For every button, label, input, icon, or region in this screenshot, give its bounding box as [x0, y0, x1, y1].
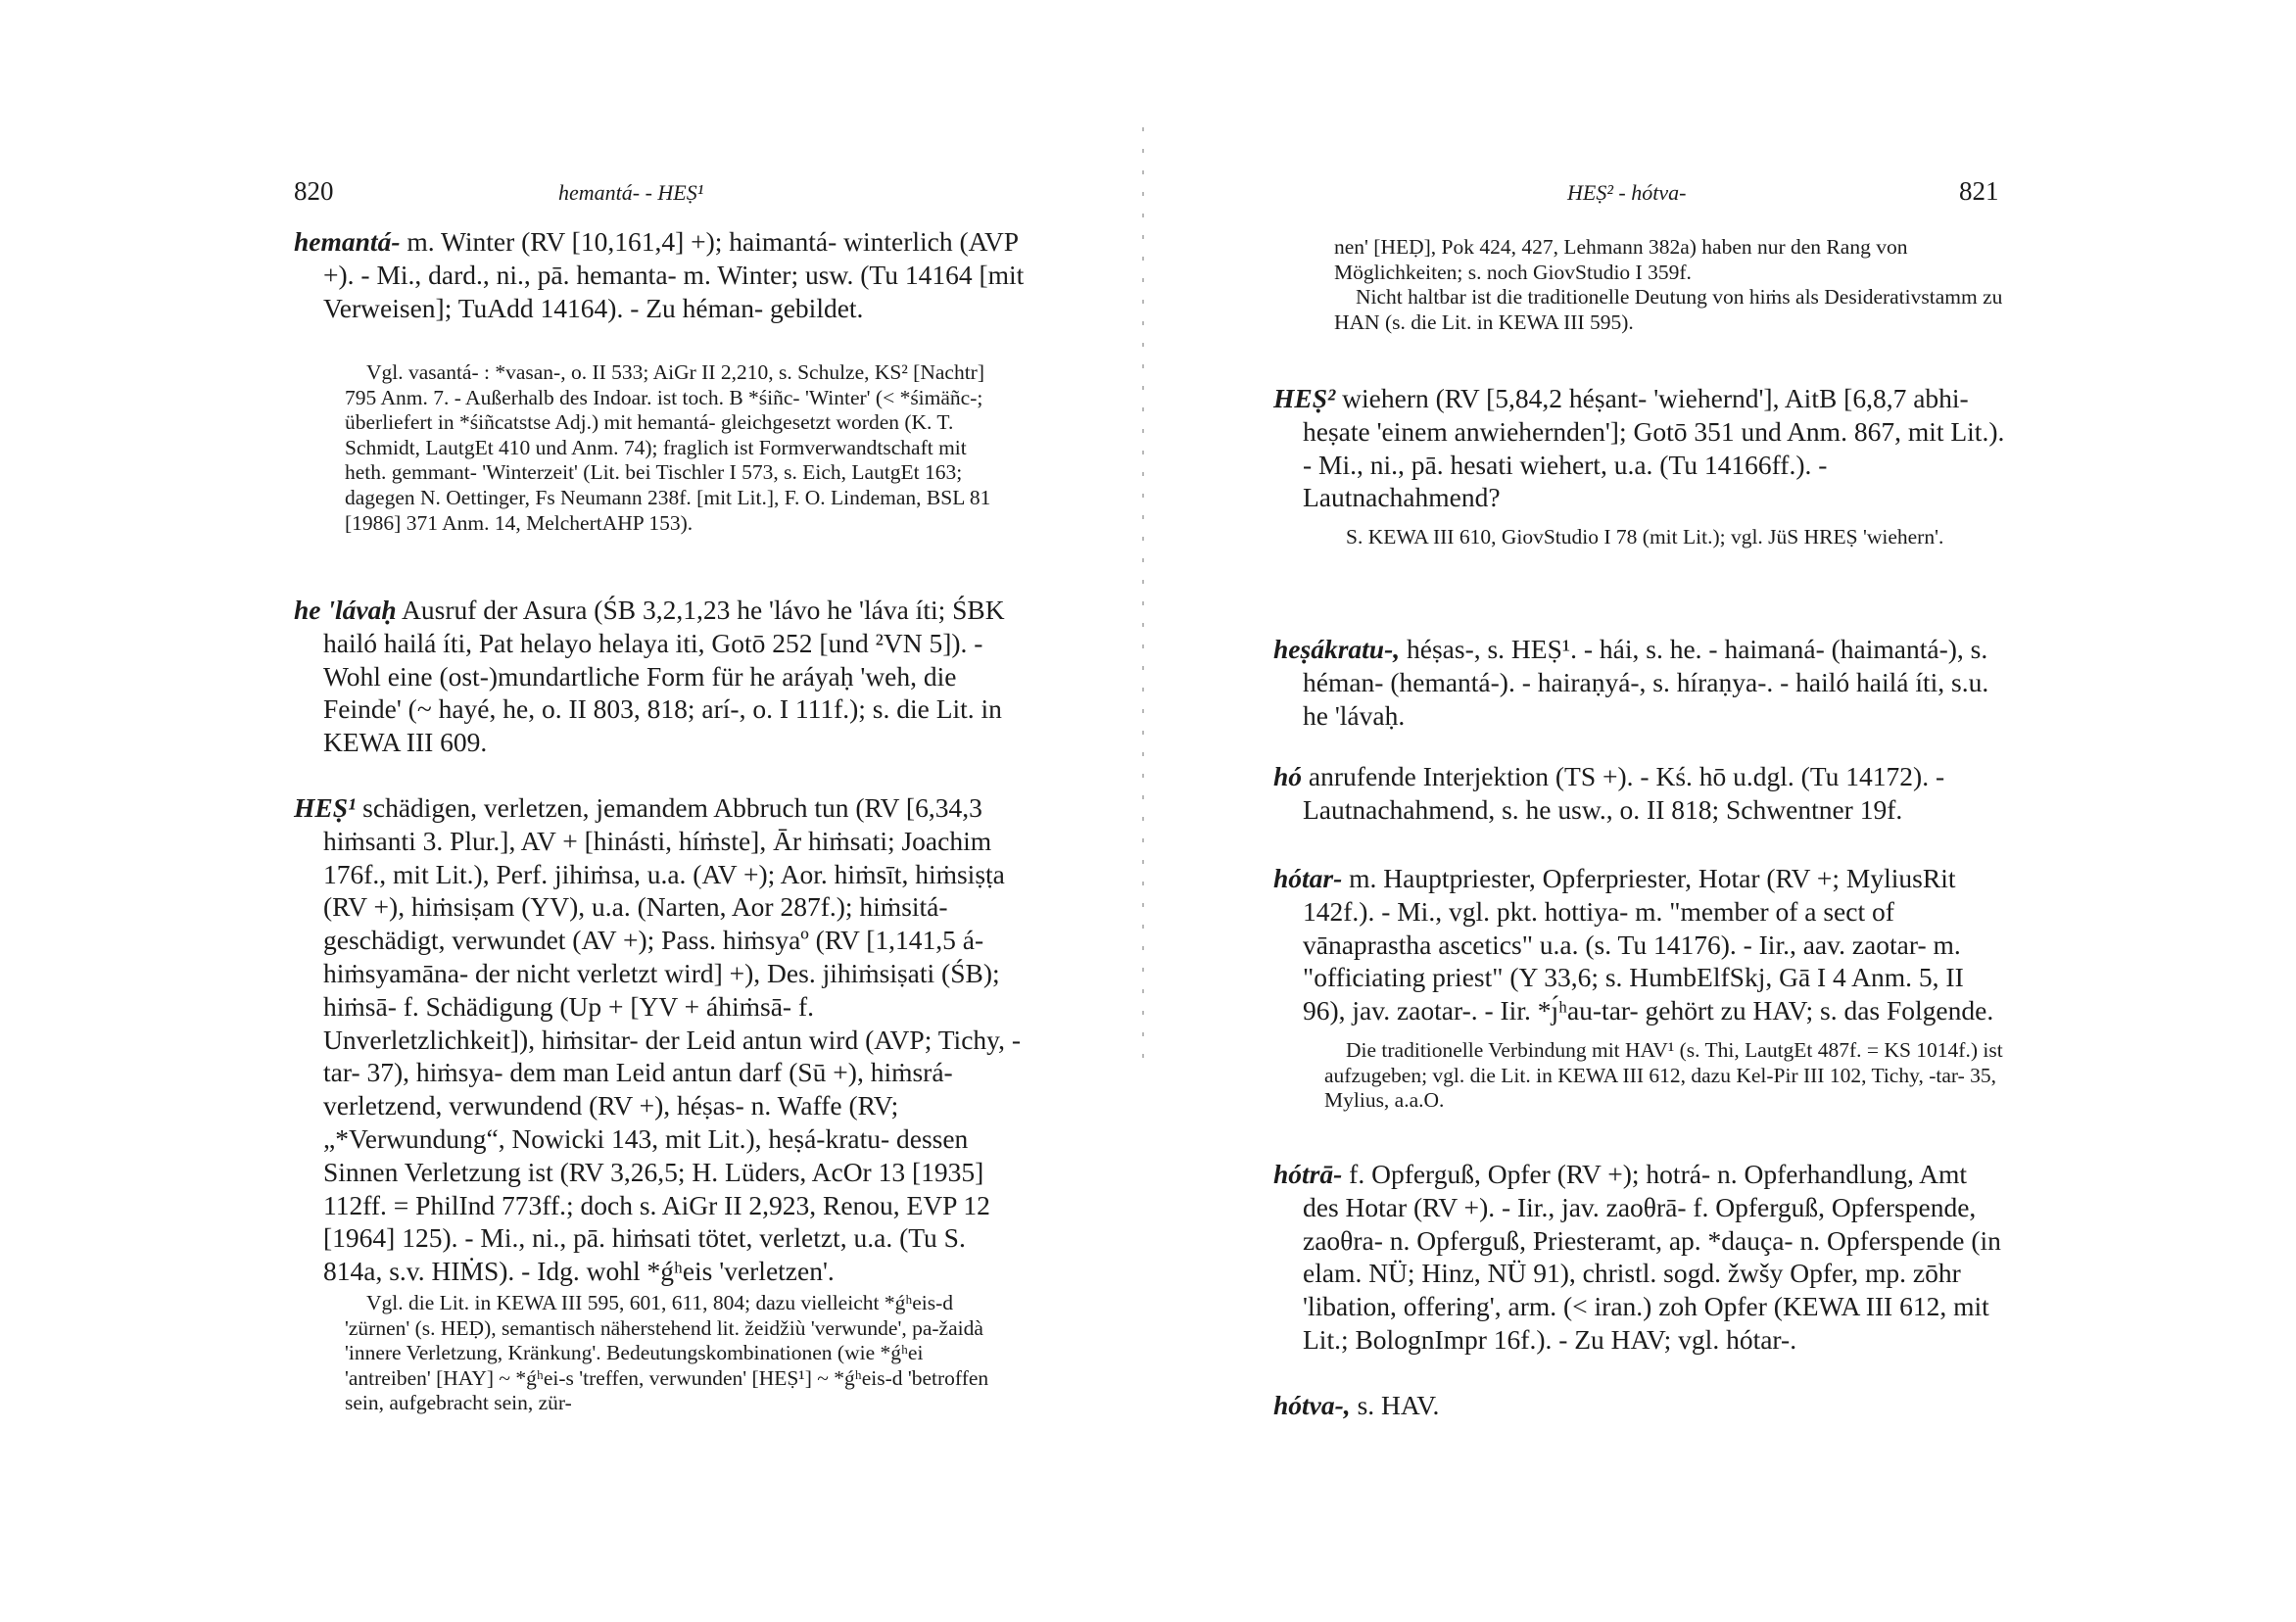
entry-text: héṣas-, s. HEṢ¹. - hái, s. he. - haimaná- (haimantá-), s. héman- (hemantá-). - hairaṇyá-, s. híraṇya-. - hailó hailá íti, s.u. he 'lávaḥ.	[1303, 634, 1996, 731]
dictionary-entry	[1273, 633, 2008, 732]
note	[1303, 525, 2018, 550]
dictionary-entry	[1273, 862, 2008, 1027]
note-text: Vgl. die Lit. in KEWA III 595, 601, 611, 804; dazu vielleicht *ǵʰeis-d 'zürnen' (s. HEḌ), semantisch näherstehend lit. žeidžiù 'verwunde', pa-žaidà 'innere Verletzung, Kränkung'. Bedeutungskombinationen (wie *ǵʰei 'antreiben' [HAY] ~ *ǵʰei-s 'treffen, verwunden' [HEṢ¹] ~ *ǵʰeis-d 'betroffen sein, aufgebracht sein, zür-	[345, 1291, 989, 1415]
dictionary-entry	[1273, 382, 2012, 514]
dictionary-entry	[1273, 760, 2008, 827]
entry-text: Ausruf der Asura (ŚB 3,2,1,23 he 'lávo he 'láva íti; ŚBK hailó hailá íti, Pat helayo helaya iti, Gotō 252 [und ²VN 5]). - Wohl eine (ost-)mundartliche Form für he aráyaḥ 'weh, die Feinde' (~ hayé, he, o. II 803, 818; arí-, o. I 111f.); s. die Lit. in KEWA III 609.	[323, 595, 1012, 758]
dictionary-entry	[294, 791, 1028, 1288]
note-text: S. KEWA III 610, GiovStudio I 78 (mit Lit.); vgl. JüS HREṢ 'wiehern'.	[1346, 525, 1944, 549]
binding-fold	[1142, 127, 1144, 1068]
running-head: hemantá- - HEṢ¹	[558, 180, 704, 205]
headword: HEṢ¹	[294, 792, 357, 823]
page-number: 820	[294, 176, 334, 206]
dictionary-entry	[1273, 1389, 2008, 1422]
headword: hótva-,	[1273, 1390, 1351, 1420]
headword: he 'lávaḥ	[294, 595, 397, 625]
dictionary-entry	[294, 225, 1028, 324]
dictionary-entry	[1273, 1158, 2008, 1357]
entry-text: s. HAV.	[1357, 1390, 1440, 1420]
entry-text: m. Winter (RV [10,161,4] +); haimantá- winterlich (AVP +). - Mi., dard., ni., pā. hemanta- m. Winter; usw. (Tu 14164 [mit Verweisen]; TuAdd 14164). - Zu héman- gebildet.	[323, 226, 1030, 323]
note	[323, 360, 999, 536]
note-text: Die traditionelle Verbindung mit HAV¹ (s. Thi, LautgEt 487f. = KS 1014f.) ist aufzugeben; vgl. die Lit. in KEWA III 612, dazu Kel-Pir III 102, Tichy, -tar- 35, Mylius, a.a.O.	[1324, 1038, 2003, 1113]
entry-text: schädigen, verletzen, jemandem Abbruch tun (RV [6,34,3 hiṁsanti 3. Plur.], AV + [hinásti, híṁste], Ār hiṁsati; Joachim 176f., mit Lit.), Perf. jihiṁsa, u.a. (AV +); Aor. hiṁsīt, hiṁsiṣṭa (RV +), hiṁsiṣam (YV), u.a. (Narten, Aor 287f.); hiṁsitá- geschädigt, verwundet (AV +); Pass. hiṁsyaº (RV [1,141,5 á-hiṁsyamāna- der nicht verletzt wird] +), Des. jihiṁsiṣati (ŚB); hiṁsā- f. Schädigung (Up + [YV + áhiṁsā- f. Unverletzlichkeit]), hiṁsitar- der Leid antun wird (AVP; Tichy, -tar- 37), hiṁsya- dem man Leid antun darf (Sū +), hiṁsrá- verletzend, verwundend (RV +), héṣas- n. Waffe (RV; „*Verwundung“, Nowicki 143, mit Lit.), heṣá-kratu- dessen Sinnen Verletzung ist (RV 3,26,5; H. Lüders, AcOr 13 [1935] 112ff. = PhilInd 773ff.; doch s. AiGr II 2,923, Renou, EVP 12 [1964] 125). - Mi., ni., pā. hiṁsati tötet, verletzt, u.a. (Tu S. 814a, s.v. HIṀS). - Idg. wohl *ǵʰeis 'verletzen'.	[323, 792, 1022, 1287]
note-text: nen' [HEḌ], Pok 424, 427, Lehmann 382a) haben nur den Rang von Möglichkeiten; s. noch GiovStudio I 359f.	[1334, 235, 1908, 284]
dictionary-entry	[294, 594, 1028, 759]
note-text: Nicht haltbar ist die traditionelle Deutung von hiṁs als Desiderativstamm zu HAN (s. die Lit. in KEWA III 595).	[1334, 285, 2003, 334]
note	[1303, 1038, 2018, 1114]
headword: hemantá-	[294, 226, 401, 257]
headword: hótrā-	[1273, 1159, 1343, 1189]
running-head: HEṢ² - hótva-	[1567, 180, 1687, 205]
entry-text: m. Hauptpriester, Opferpriester, Hotar (RV +; MyliusRit 142f.). - Mi., vgl. pkt. hottiya- m. "member of a sect of vānaprastha ascetics" u.a. (s. Tu 14176). - Iir., aav. zaotar- m. "officiating priest" (Y 33,6; s. HumbElfSkj, Gā I 4 Anm. 5, II 96), jav. zaotar-. - Iir. *ȷ́ʰau-tar- gehört zu HAV; s. das Folgende.	[1303, 863, 1994, 1026]
note	[1313, 235, 2018, 335]
note-text: Vgl. vasantá- : *vasan-, o. II 533; AiGr II 2,210, s. Schulze, KS² [Nachtr] 795 Anm. 7. - Außerhalb des Indoar. ist toch. B *śiñc- 'Winter' (< *śimäñc-; überliefert in *śiñcatstse Adj.) mit hemantá- gleichgesetzt worden (K. T. Schmidt, LautgEt 410 und Anm. 74); fraglich ist Formverwandtschaft mit heth. gemmant- 'Winterzeit' (Lit. bei Tischler I 573, s. Eich, LautgEt 163; dagegen N. Oettinger, Fs Neumann 238f. [mit Lit.], F. O. Lindeman, BSL 81 [1986] 371 Anm. 14, MelchertAHP 153).	[345, 360, 991, 535]
headword: heṣákratu-,	[1273, 634, 1401, 664]
headword: hó	[1273, 761, 1303, 791]
entry-text: wiehern (RV [5,84,2 héṣant- 'wiehernd'], AitB [6,8,7 abhi-heṣate 'einem anwiehernden']; Gotō 351 und Anm. 867, mit Lit.). - Mi., ni., pā. hesati wiehert, u.a. (Tu 14166ff.). - Lautnachahmend?	[1303, 383, 2012, 513]
headword: HEṢ²	[1273, 383, 1336, 413]
note	[323, 1291, 999, 1416]
entry-text: f. Opferguß, Opfer (RV +); hotrá- n. Opferhandlung, Amt des Hotar (RV +). - Iir., jav. zaoθrā- f. Opferguß, Opferspende, zaoθra- n. Opferguß, Priesteramt, ap. *dauça- n. Opferspende (in elam. NÜ; Hinz, NÜ 91), christl. sogd. žwšy Opfer, mp. zōhr 'libation, offering', arm. (< iran.) zoh Opfer (KEWA III 612, mit Lit.; BolognImpr 16f.). - Zu HAV; vgl. hótar-.	[1303, 1159, 2008, 1355]
entry-text: anrufende Interjektion (TS +). - Kś. hō u.dgl. (Tu 14172). - Lautnachahmend, s. he usw., o. II 818; Schwentner 19f.	[1303, 761, 1951, 825]
headword: hótar-	[1273, 863, 1343, 893]
page-number: 821	[1959, 176, 1999, 206]
